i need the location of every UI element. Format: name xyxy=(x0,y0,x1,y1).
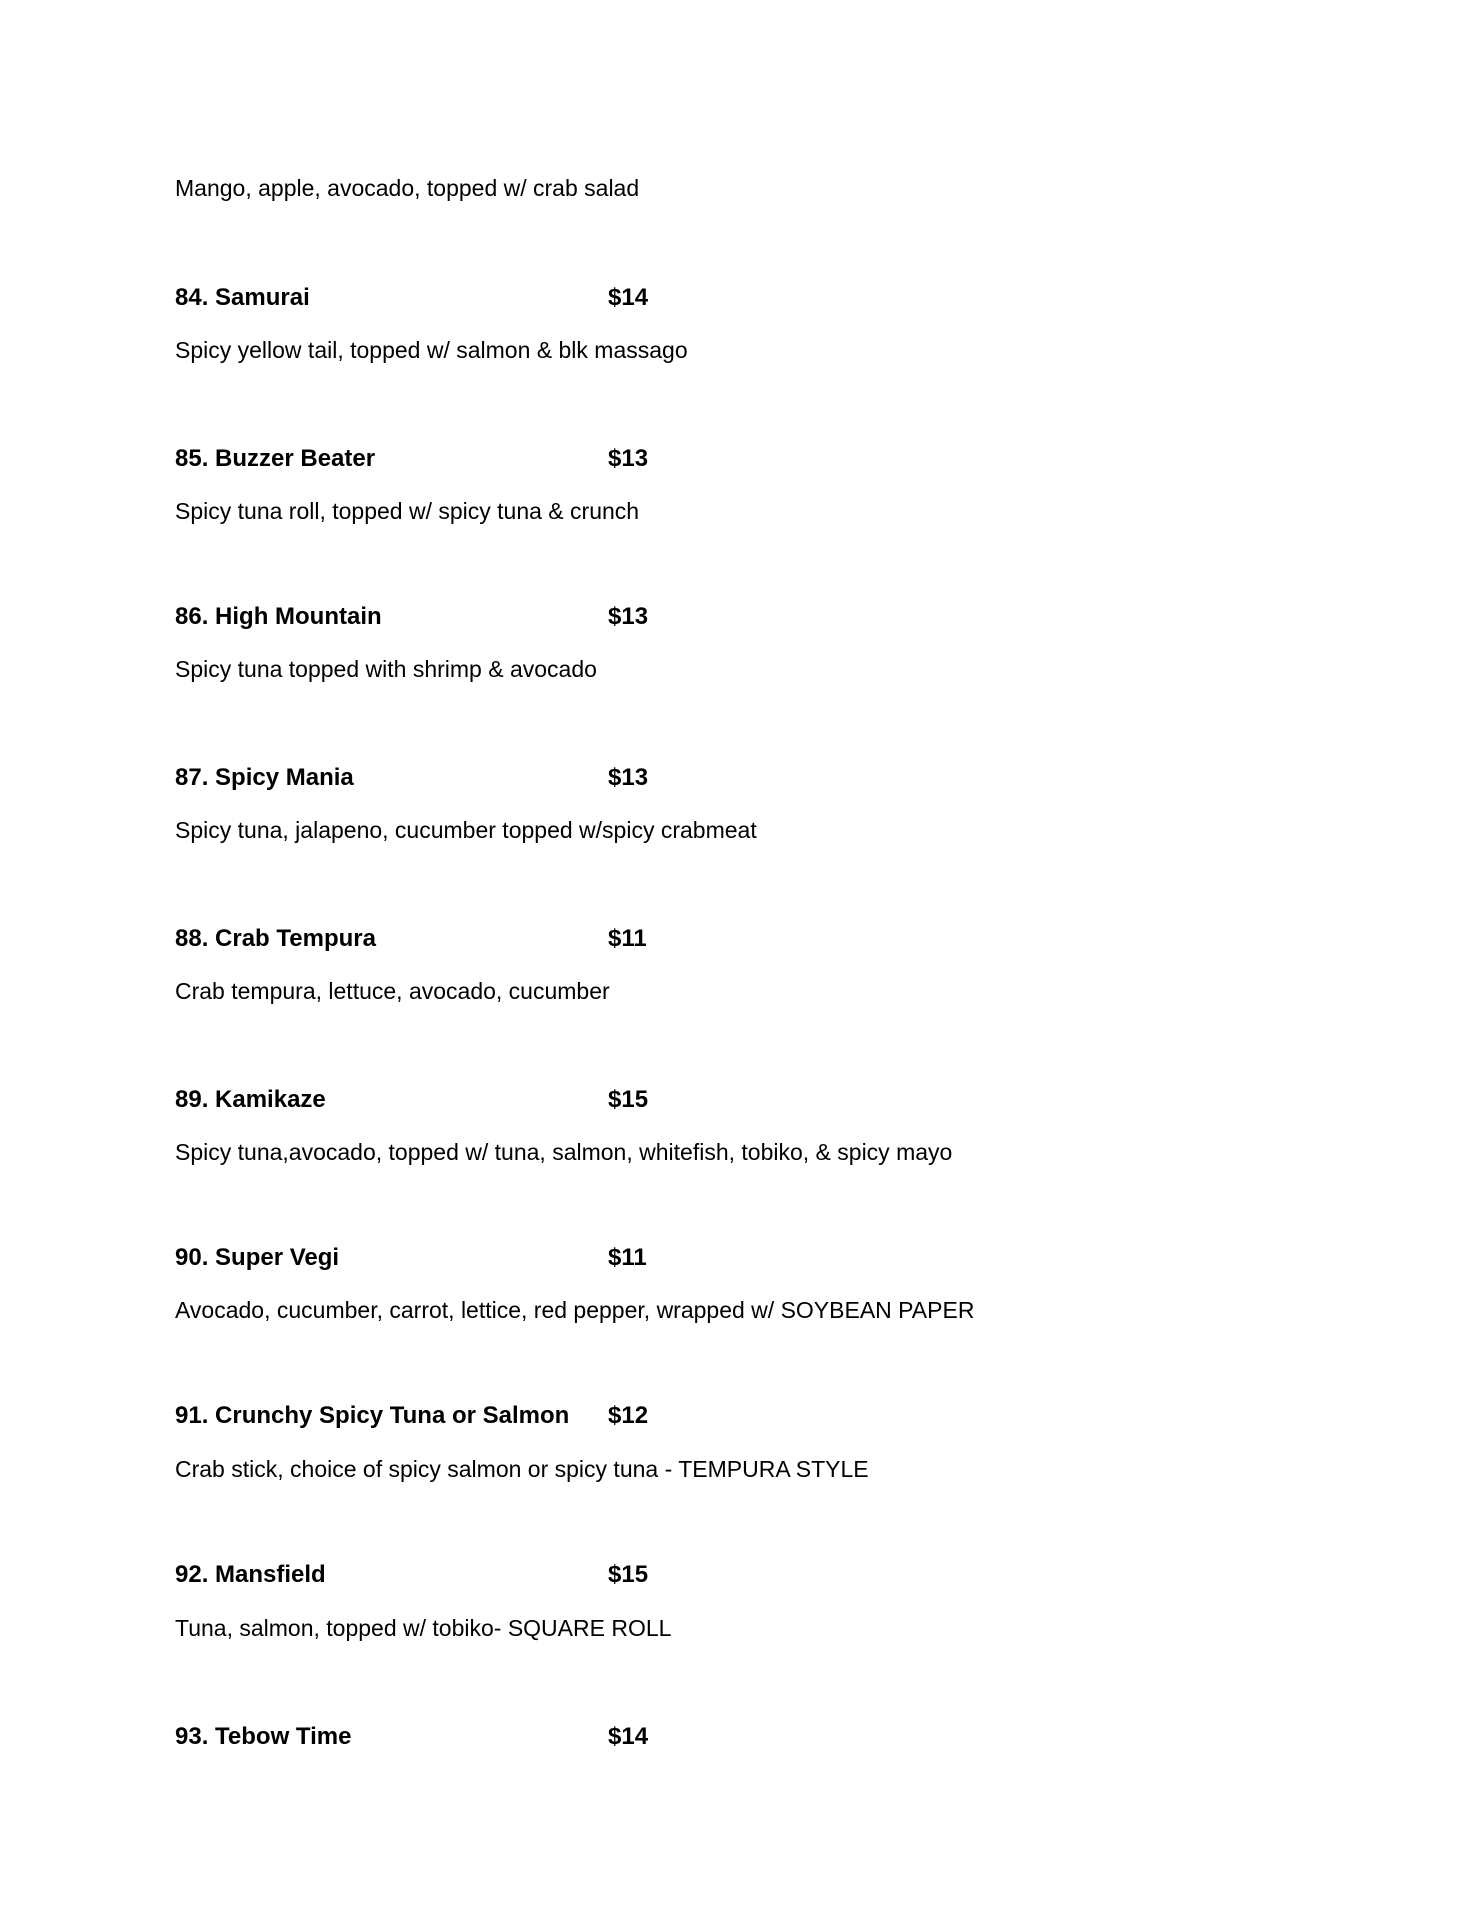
item-price: $12 xyxy=(608,1402,649,1429)
item-description: Spicy tuna topped with shrimp & avocado xyxy=(175,656,597,682)
item-price: $13 xyxy=(608,445,649,472)
item-price: $14 xyxy=(608,1723,649,1750)
item-name: 91. Crunchy Spicy Tuna or Salmon xyxy=(175,1402,570,1429)
item-name: 92. Mansfield xyxy=(175,1561,326,1588)
menu-item-header xyxy=(175,763,695,793)
item-description: Avocado, cucumber, carrot, lettice, red pepper, wrapped w/ SOYBEAN PAPER xyxy=(175,1297,975,1323)
item-description: Spicy tuna,avocado, topped w/ tuna, salmon, whitefish, tobiko, & spicy mayo xyxy=(175,1139,953,1165)
item-description: Spicy tuna roll, topped w/ spicy tuna & crunch xyxy=(175,498,640,524)
item-name: 90. Super Vegi xyxy=(175,1244,340,1271)
item-price: $13 xyxy=(608,764,649,791)
menu-item-header xyxy=(175,1560,695,1590)
item-price: $15 xyxy=(608,1086,649,1113)
item-name: 89. Kamikaze xyxy=(175,1086,326,1113)
menu-item-header xyxy=(175,1085,695,1115)
item-price: $11 xyxy=(608,1244,647,1271)
menu-item-header xyxy=(175,444,695,474)
item-name: 84. Samurai xyxy=(175,284,310,311)
item-name: 93. Tebow Time xyxy=(175,1723,352,1750)
menu-item-header xyxy=(175,1401,695,1431)
item-description: Spicy yellow tail, topped w/ salmon & blk massago xyxy=(175,337,688,363)
menu-item-header xyxy=(175,924,695,954)
item-description: Crab tempura, lettuce, avocado, cucumber xyxy=(175,978,610,1004)
menu-item-header xyxy=(175,602,695,632)
item-name: 87. Spicy Mania xyxy=(175,764,354,791)
item-price: $15 xyxy=(608,1561,649,1588)
item-price: $13 xyxy=(608,603,649,630)
item-name: 85. Buzzer Beater xyxy=(175,445,376,472)
intro-description: Mango, apple, avocado, topped w/ crab salad xyxy=(175,175,640,201)
item-price: $11 xyxy=(608,925,647,952)
item-name: 88. Crab Tempura xyxy=(175,925,376,952)
item-name: 86. High Mountain xyxy=(175,603,382,630)
menu-item-header xyxy=(175,1243,695,1273)
item-description: Crab stick, choice of spicy salmon or spicy tuna - TEMPURA STYLE xyxy=(175,1456,869,1482)
menu-item-header xyxy=(175,1722,695,1752)
item-description: Spicy tuna, jalapeno, cucumber topped w/spicy crabmeat xyxy=(175,817,757,843)
menu-item-header xyxy=(175,283,695,313)
item-description: Tuna, salmon, topped w/ tobiko- SQUARE ROLL xyxy=(175,1615,672,1641)
item-price: $14 xyxy=(608,284,649,311)
